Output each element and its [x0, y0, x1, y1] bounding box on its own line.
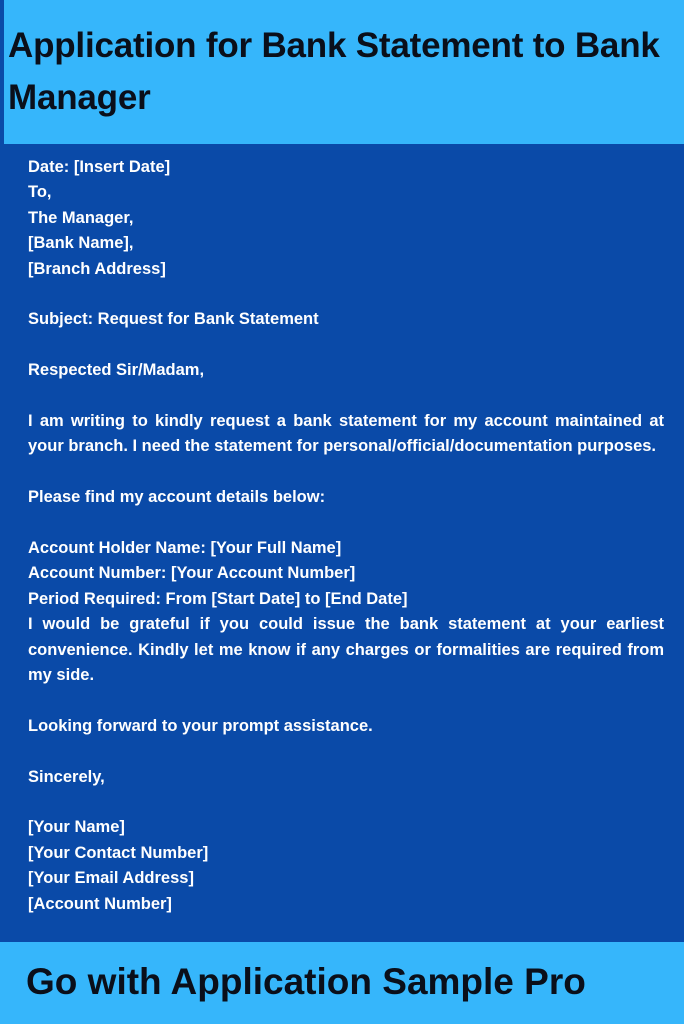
spacer	[28, 790, 664, 815]
bank-name-line: [Bank Name],	[28, 234, 134, 253]
subject-line: Subject: Request for Bank Statement	[28, 310, 319, 329]
details-intro: Please find my account details below:	[28, 488, 326, 507]
footer-banner	[0, 942, 684, 1024]
date-line: Date: [Insert Date]	[28, 158, 171, 176]
spacer	[28, 460, 664, 485]
period-line: Period Required: From [Start Date] to [End Date]	[28, 589, 408, 608]
spacer	[28, 688, 664, 713]
sender-contact: [Your Contact Number]	[28, 843, 209, 862]
grateful-paragraph: I would be grateful if you could issue the bank statement at your earliest convenience. Kindly let me know if any charges or formalities are required from my side.	[28, 615, 664, 685]
header-banner	[0, 0, 684, 144]
sender-account: [Account Number]	[28, 894, 172, 913]
closing-line: Looking forward to your prompt assistance.	[28, 716, 373, 735]
sign-off: Sincerely,	[28, 767, 105, 786]
letter-body	[28, 155, 664, 917]
page-title: Application for Bank Statement to Bank Manager	[8, 26, 660, 117]
account-number-line: Account Number: [Your Account Number]	[28, 564, 356, 583]
sender-email: [Your Email Address]	[28, 869, 194, 888]
spacer	[28, 739, 664, 764]
branch-address-line: [Branch Address]	[28, 259, 166, 278]
recipient-line: The Manager,	[28, 208, 134, 227]
spacer	[28, 333, 664, 358]
spacer	[28, 282, 664, 307]
spacer	[28, 511, 664, 536]
to-line: To,	[28, 183, 52, 202]
footer-tagline: Go with Application Sample Pro	[26, 961, 586, 1002]
account-holder-line: Account Holder Name: [Your Full Name]	[28, 539, 342, 558]
request-paragraph: I am writing to kindly request a bank statement for my account maintained at your branch. I need the statement for personal/official/documentation purposes.	[28, 412, 664, 456]
sender-name: [Your Name]	[28, 818, 125, 837]
spacer	[28, 384, 664, 409]
salutation: Respected Sir/Madam,	[28, 361, 205, 380]
